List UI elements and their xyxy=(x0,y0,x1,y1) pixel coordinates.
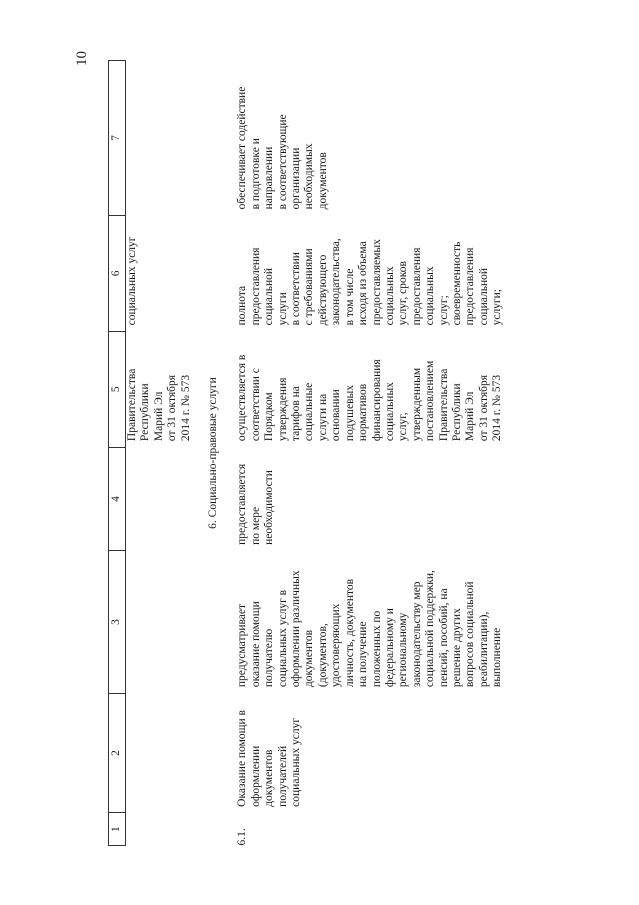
text-line: социальных услуг в xyxy=(276,589,289,688)
text-line: законодательства, xyxy=(330,238,343,326)
text-line: социальные xyxy=(303,382,316,442)
text-line: (документов, xyxy=(316,623,329,688)
text-line: с требованиями xyxy=(303,248,316,326)
text-line: предоставления xyxy=(249,247,262,326)
text-line: полнота xyxy=(236,285,249,326)
service-description-cell xyxy=(230,551,504,693)
text-line: документов xyxy=(316,152,329,210)
section-title: 6. Социально-правовые услуги xyxy=(207,377,220,529)
text-line: обеспечивает содействие xyxy=(236,86,249,210)
column-number: 6 xyxy=(109,215,126,331)
text-line: законодательству мер xyxy=(410,581,423,688)
text-line: социальных услуг xyxy=(290,717,303,807)
text-line: направлении xyxy=(263,146,276,210)
text-line: Оказание помощи в xyxy=(236,710,249,807)
text-line: услуги; xyxy=(491,288,504,326)
text-line: выполнение xyxy=(491,627,504,688)
previous-row-continuation xyxy=(126,61,194,846)
quality-cell xyxy=(230,215,504,331)
text-line: пенсий, пособий, на xyxy=(437,588,450,688)
text-line: нормативов xyxy=(357,383,370,442)
timing-cell xyxy=(230,447,504,551)
section-heading-row xyxy=(193,61,230,846)
text-line: получателей xyxy=(276,745,289,807)
text-line: организации xyxy=(290,147,303,210)
text-line: Марий Эл xyxy=(152,391,165,442)
text-line: документов xyxy=(303,629,316,688)
text-line: финансирования xyxy=(370,359,383,442)
text-line: региональному xyxy=(397,612,410,688)
text-line: документов xyxy=(263,749,276,807)
page-number: 10 xyxy=(74,51,90,66)
text-line: оформлении различных xyxy=(290,570,303,688)
text-line: реабилитации), xyxy=(477,611,490,688)
column-number-row xyxy=(109,61,126,846)
text-line: Республики xyxy=(450,383,463,442)
text-line: социальных xyxy=(383,266,396,326)
text-line: предоставления xyxy=(464,247,477,326)
text-line: социальных услуг xyxy=(126,236,138,326)
text-line: социальных xyxy=(424,266,437,326)
text-line: получателю xyxy=(263,628,276,688)
text-line: предусматривает xyxy=(236,603,249,688)
text-line: услуги xyxy=(276,292,289,326)
text-line: своевременность xyxy=(450,241,463,326)
column-number: 4 xyxy=(109,447,126,551)
text-line: социальной xyxy=(477,267,490,326)
text-line: соответствии с xyxy=(249,368,262,442)
text-line: в соответствующие xyxy=(276,114,289,210)
text-line: по мере xyxy=(249,506,262,545)
text-line: 2014 г. № 573 xyxy=(179,374,192,442)
text-line: от 31 октября xyxy=(477,374,490,442)
conditions-cell xyxy=(230,61,504,216)
text-line: от 31 октября xyxy=(166,374,179,442)
text-line: предоставляется xyxy=(236,463,249,545)
text-line: Правительства xyxy=(437,368,450,442)
text-line: необходимости xyxy=(263,470,276,545)
text-line: исходя из объема xyxy=(357,241,370,326)
text-line: подушевых xyxy=(343,385,356,442)
column-number: 7 xyxy=(109,61,126,216)
text-line: в подготовке и xyxy=(249,138,262,210)
text-line: Правительства xyxy=(126,368,138,442)
text-line: оказание помощи xyxy=(249,601,262,688)
text-line: социальной поддержки, xyxy=(424,570,437,688)
text-line: социальной xyxy=(263,267,276,326)
text-line: федеральному и xyxy=(383,608,396,688)
text-line: предоставления xyxy=(410,247,423,326)
text-line: услуг, xyxy=(397,412,410,442)
row-number: 6.1. xyxy=(236,828,249,846)
text-line: Порядком xyxy=(263,392,276,442)
prev-tariff-cell xyxy=(126,331,194,447)
text-line: личность, документов xyxy=(343,578,356,688)
text-line: необходимых xyxy=(303,143,316,210)
text-line: осуществляется в xyxy=(236,354,249,442)
text-line: на получение xyxy=(357,621,370,688)
text-line: утверждения xyxy=(276,377,289,442)
text-line: вопросов социальной xyxy=(464,581,477,688)
prev-quality-cell xyxy=(126,215,194,331)
column-number: 5 xyxy=(109,331,126,447)
text-line: услуги на xyxy=(316,393,329,442)
rotated-document xyxy=(108,60,504,846)
text-line: социальных xyxy=(383,382,396,442)
text-line: Марий Эл xyxy=(464,391,477,442)
text-line: положенных по xyxy=(370,610,383,688)
text-line: Республики xyxy=(139,383,152,442)
text-line: утвержденным xyxy=(410,367,423,442)
text-line: услуг; xyxy=(437,295,450,326)
tariff-cell xyxy=(230,331,504,447)
text-line: в том числе xyxy=(343,268,356,326)
service-name-cell xyxy=(230,693,504,813)
text-line: тарифов на xyxy=(290,386,303,442)
text-line: основании xyxy=(330,389,343,442)
text-line: действующего xyxy=(316,254,329,326)
text-line: постановлением xyxy=(424,360,437,442)
text-line: в соответствии xyxy=(290,252,303,326)
text-line: оформлении xyxy=(249,745,262,807)
column-number: 2 xyxy=(109,693,126,813)
column-number: 1 xyxy=(109,813,126,846)
text-line: предоставляемых xyxy=(370,239,383,326)
services-table xyxy=(108,60,505,846)
table-row xyxy=(230,61,504,846)
text-line: услуг, сроков xyxy=(397,261,410,326)
text-line: удостоверяющих xyxy=(330,603,343,688)
text-line: решение других xyxy=(450,608,463,688)
column-number: 3 xyxy=(109,551,126,693)
text-line: 2014 г. № 573 xyxy=(491,374,504,442)
